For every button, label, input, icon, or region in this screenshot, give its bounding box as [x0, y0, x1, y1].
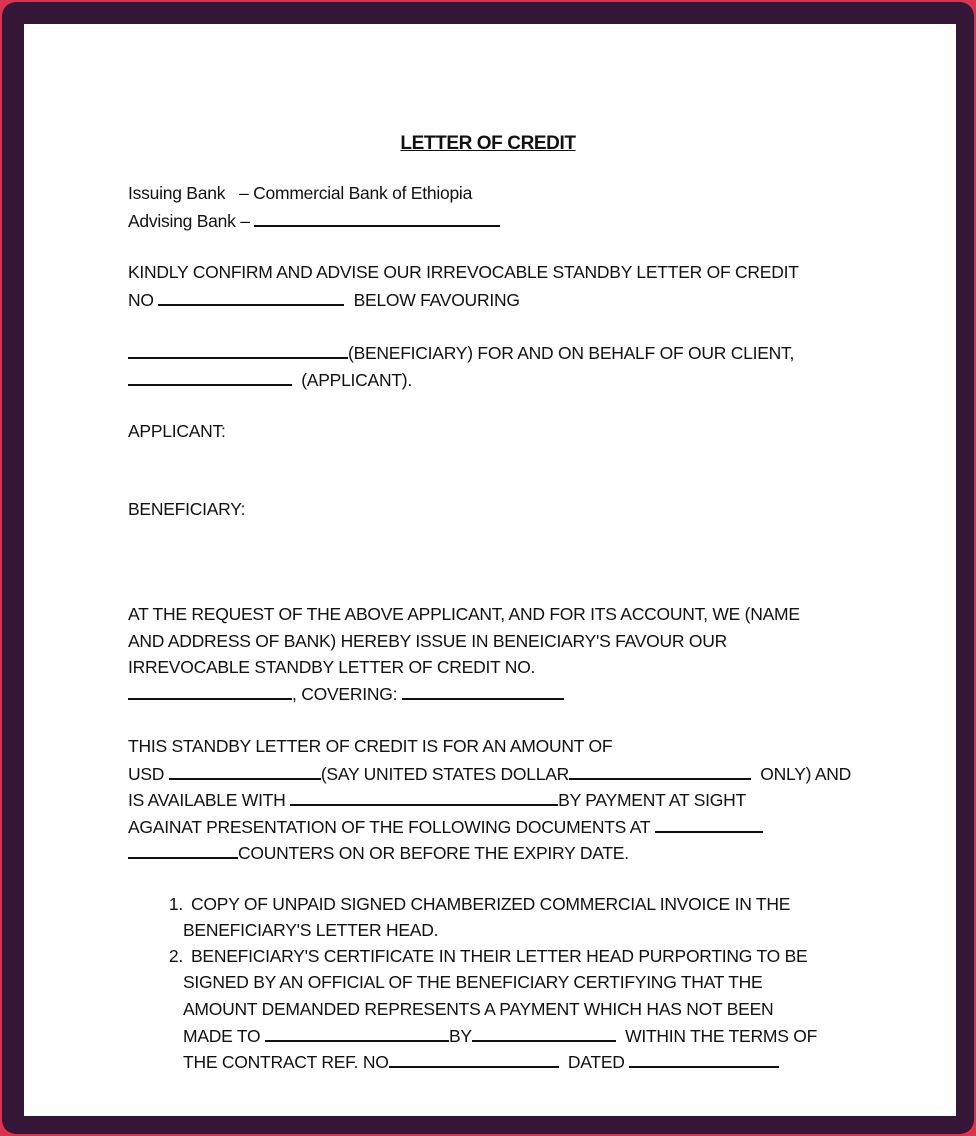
issuing-bank-line: [128, 181, 472, 205]
lc-number-blank[interactable]: [158, 287, 344, 306]
covering-blank[interactable]: [402, 681, 564, 700]
advising-bank-blank[interactable]: [254, 208, 500, 227]
beneficiary-text: (BENEFICIARY) FOR AND ON BEHALF OF OUR CLIENT,: [348, 343, 795, 363]
applicant-blank[interactable]: [128, 367, 292, 386]
request-line-3: IRREVOCABLE STANDBY LETTER OF CREDIT NO.: [128, 657, 536, 677]
outer-frame: [2, 2, 974, 1134]
amount-line-5: [128, 840, 629, 865]
contract-ref-text: THE CONTRACT REF. NO: [183, 1052, 389, 1072]
usd-label: USD: [128, 764, 165, 784]
made-to-blank[interactable]: [265, 1023, 449, 1042]
only-and-text: ONLY) AND: [760, 764, 852, 784]
available-with-text: IS AVAILABLE WITH: [128, 790, 286, 810]
by-text: BY: [448, 1026, 472, 1046]
lc-no-label: NO: [128, 290, 154, 310]
amount-line-1: THIS STANDBY LETTER OF CREDIT IS FOR AN AMOUNT OF: [128, 736, 613, 756]
made-to-text: MADE TO: [183, 1026, 261, 1046]
document-page: [24, 24, 956, 1116]
beneficiary-label: BENEFICIARY:: [128, 499, 246, 519]
applicant-text: (APPLICANT).: [301, 370, 413, 390]
irrevocable-lc-number-blank[interactable]: [128, 681, 292, 700]
request-line-1: AT THE REQUEST OF THE ABOVE APPLICANT, AND FOR ITS ACCOUNT, WE (NAME: [128, 604, 800, 624]
expiry-text: COUNTERS ON OR BEFORE THE EXPIRY DATE.: [238, 843, 629, 863]
within-terms-text: WITHIN THE TERMS OF: [625, 1026, 818, 1046]
confirm-line-2: [128, 287, 520, 312]
dated-text: DATED: [567, 1052, 625, 1072]
payment-at-sight-text: BY PAYMENT AT SIGHT: [558, 790, 746, 810]
usd-words-blank[interactable]: [569, 761, 751, 780]
list-number-1: 1.: [168, 894, 183, 914]
list-item-1-line-1: COPY OF UNPAID SIGNED CHAMBERIZED COMMERCIAL INVOICE IN THE: [191, 894, 791, 914]
issuing-bank-label: Issuing Bank: [128, 183, 226, 203]
request-line-4: [128, 681, 564, 706]
counters-blank[interactable]: [128, 840, 238, 859]
list-item-2: [155, 944, 807, 968]
amount-line-3: [128, 787, 746, 812]
documents-at-blank[interactable]: [655, 814, 763, 833]
available-with-blank[interactable]: [290, 787, 558, 806]
applicant-line: [128, 367, 412, 392]
list-item-2-line-5: [183, 1049, 779, 1074]
list-item-2-line-1: BENEFICIARY'S CERTIFICATE IN THEIR LETTER HEAD PURPORTING TO BE: [191, 946, 808, 966]
amount-line-4: [128, 814, 763, 839]
list-number-2: 2.: [168, 946, 183, 966]
contract-ref-blank[interactable]: [389, 1049, 559, 1068]
advising-bank-label: Advising Bank –: [128, 211, 250, 231]
below-favouring-text: BELOW FAVOURING: [353, 290, 520, 310]
presentation-text: AGAINAT PRESENTATION OF THE FOLLOWING DOCUMENTS AT: [128, 817, 650, 837]
request-line-2: AND ADDRESS OF BANK) HEREBY ISSUE IN BENEICIARY'S FAVOUR OUR: [128, 631, 728, 651]
list-item-1-line-2: BENEFICIARY'S LETTER HEAD.: [183, 920, 439, 940]
usd-amount-blank[interactable]: [169, 761, 321, 780]
amount-line-2: [128, 761, 851, 786]
list-item-1: [155, 892, 790, 916]
dated-blank[interactable]: [629, 1049, 779, 1068]
document-title: LETTER OF CREDIT: [400, 133, 576, 154]
by-blank[interactable]: [472, 1023, 616, 1042]
confirm-line-1: KINDLY CONFIRM AND ADVISE OUR IRREVOCABLE STANDBY LETTER OF CREDIT: [128, 262, 799, 282]
list-item-2-line-3: AMOUNT DEMANDED REPRESENTS A PAYMENT WHICH HAS NOT BEEN: [183, 999, 774, 1019]
covering-text: , COVERING:: [292, 684, 398, 704]
say-usd-text: (SAY UNITED STATES DOLLAR: [320, 764, 570, 784]
issuing-bank-value: – Commercial Bank of Ethiopia: [239, 183, 473, 203]
beneficiary-blank[interactable]: [128, 340, 348, 359]
applicant-label: APPLICANT:: [128, 421, 226, 441]
advising-bank-line: [128, 208, 500, 233]
list-item-2-line-2: SIGNED BY AN OFFICIAL OF THE BENEFICIARY CERTIFYING THAT THE: [183, 972, 763, 992]
beneficiary-line: [128, 340, 794, 365]
list-item-2-line-4: [183, 1023, 817, 1048]
